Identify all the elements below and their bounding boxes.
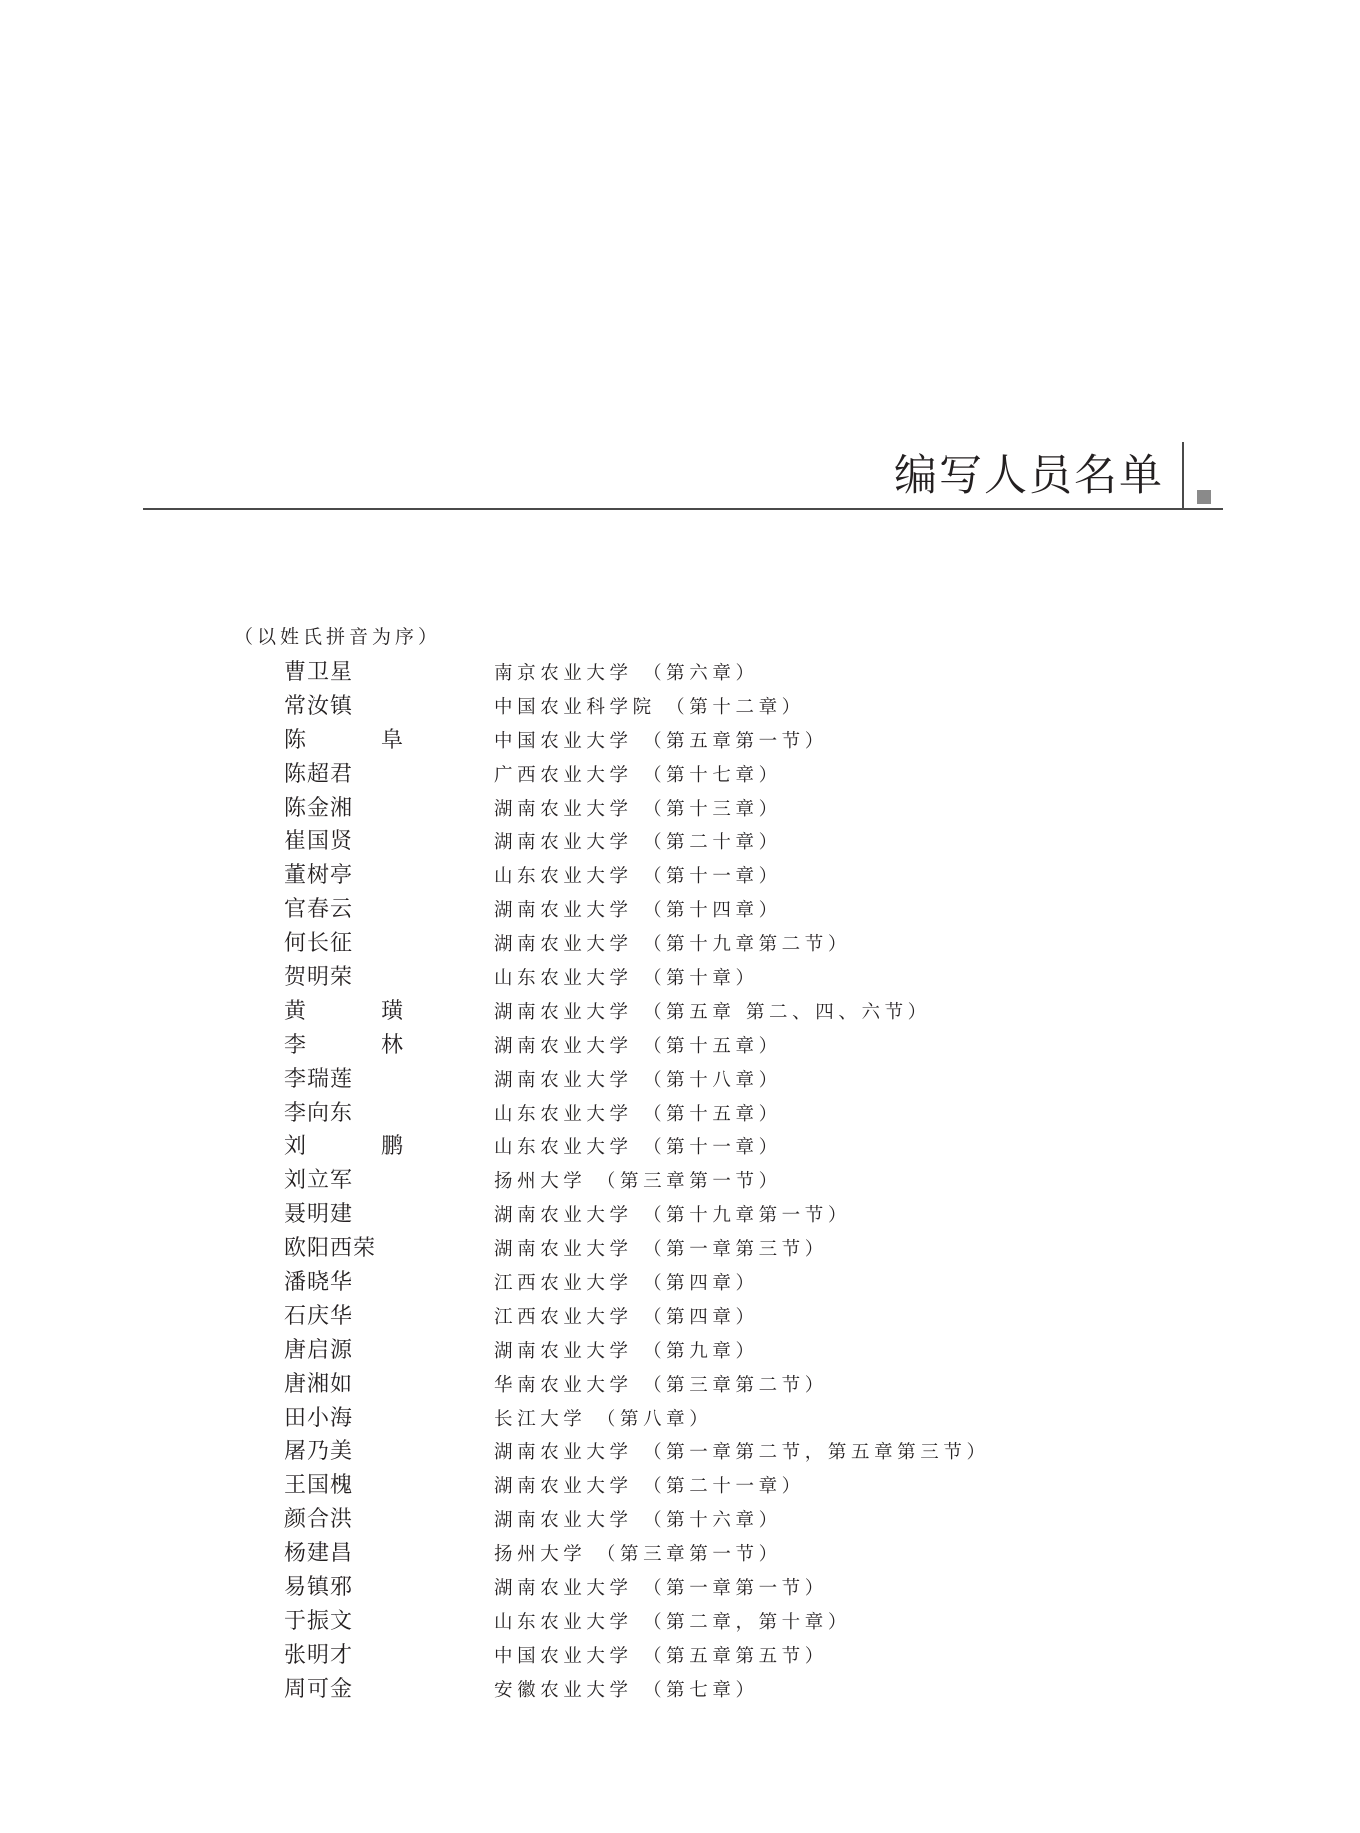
author-row bbox=[0, 1063, 1360, 1097]
author-row bbox=[0, 1503, 1360, 1537]
author-row bbox=[0, 758, 1360, 792]
author-name: 屠乃美 bbox=[284, 1439, 354, 1465]
author-name: 唐启源 bbox=[284, 1337, 354, 1363]
page-header bbox=[0, 0, 1360, 520]
author-row bbox=[0, 1097, 1360, 1131]
author-affiliation-chapters: 湖南农业大学 （第十五章） bbox=[494, 1035, 782, 1057]
author-name: 唐湘如 bbox=[284, 1371, 354, 1397]
author-row bbox=[0, 1435, 1360, 1469]
author-affiliation-chapters: 湖南农业大学 （第十九章第二节） bbox=[494, 934, 851, 956]
author-affiliation-chapters: 湖南农业大学 （第二十章） bbox=[494, 832, 782, 854]
author-name: 刘 鹏 bbox=[284, 1134, 437, 1160]
author-row bbox=[0, 690, 1360, 724]
author-name: 陈超君 bbox=[284, 761, 354, 787]
author-name: 董树亭 bbox=[284, 863, 354, 889]
author-name: 陈 阜 bbox=[284, 727, 437, 753]
author-row bbox=[0, 1639, 1360, 1673]
ordering-note: （以姓氏拼音为序） bbox=[234, 626, 442, 648]
author-name: 田小海 bbox=[284, 1405, 354, 1431]
title-square-marker bbox=[1197, 490, 1211, 504]
author-affiliation-chapters: 山东农业大学 （第十五章） bbox=[494, 1103, 782, 1125]
author-name: 欧阳西荣 bbox=[284, 1236, 377, 1262]
author-affiliation-chapters: 山东农业大学 （第十一章） bbox=[494, 1137, 782, 1159]
author-name: 何长征 bbox=[284, 931, 354, 957]
author-row bbox=[0, 1334, 1360, 1368]
author-affiliation-chapters: 山东农业大学 （第二章，第十章） bbox=[494, 1611, 851, 1633]
author-affiliation-chapters: 山东农业大学 （第十章） bbox=[494, 968, 759, 990]
author-name: 石庆华 bbox=[284, 1303, 354, 1329]
author-name: 王国槐 bbox=[284, 1473, 354, 1499]
author-name: 易镇邪 bbox=[284, 1575, 354, 1601]
author-name: 李向东 bbox=[284, 1100, 354, 1126]
author-affiliation-chapters: 长江大学 （第八章） bbox=[494, 1408, 713, 1430]
author-row bbox=[0, 1232, 1360, 1266]
author-row bbox=[0, 656, 1360, 690]
author-row bbox=[0, 1469, 1360, 1503]
author-row bbox=[0, 893, 1360, 927]
author-row bbox=[0, 1402, 1360, 1436]
author-affiliation-chapters: 中国农业大学 （第五章第五节） bbox=[494, 1645, 828, 1667]
author-name: 曹卫星 bbox=[284, 660, 354, 685]
author-affiliation-chapters: 湖南农业大学 （第一章第一节） bbox=[494, 1578, 828, 1600]
author-affiliation-chapters: 中国农业科学院 （第十二章） bbox=[494, 696, 805, 718]
author-name: 周可金 bbox=[284, 1676, 354, 1702]
author-affiliation-chapters: 湖南农业大学 （第十八章） bbox=[494, 1069, 782, 1091]
author-row bbox=[0, 1673, 1360, 1707]
author-affiliation-chapters: 江西农业大学 （第四章） bbox=[494, 1306, 759, 1328]
author-affiliation-chapters: 南京农业大学 （第六章） bbox=[494, 663, 759, 684]
author-name: 陈金湘 bbox=[284, 795, 354, 821]
author-name: 李瑞莲 bbox=[284, 1066, 354, 1092]
author-affiliation-chapters: 湖南农业大学 （第二十一章） bbox=[494, 1476, 805, 1498]
author-row bbox=[0, 825, 1360, 859]
author-name: 常汝镇 bbox=[284, 693, 354, 719]
author-row bbox=[0, 1266, 1360, 1300]
author-affiliation-chapters: 湖南农业大学 （第五章 第二、四、六节） bbox=[494, 1001, 931, 1023]
author-row bbox=[0, 1368, 1360, 1402]
author-affiliation-chapters: 安徽农业大学 （第七章） bbox=[494, 1679, 759, 1701]
author-row bbox=[0, 1130, 1360, 1164]
author-name: 贺明荣 bbox=[284, 965, 354, 991]
author-name: 张明才 bbox=[284, 1642, 354, 1668]
author-name: 官春云 bbox=[284, 897, 354, 923]
author-affiliation-chapters: 湖南农业大学 （第九章） bbox=[494, 1340, 759, 1362]
author-row bbox=[0, 724, 1360, 758]
author-row bbox=[0, 1300, 1360, 1334]
author-row bbox=[0, 859, 1360, 893]
author-name: 刘立军 bbox=[284, 1168, 354, 1194]
author-row bbox=[0, 927, 1360, 961]
author-row bbox=[0, 1571, 1360, 1605]
author-affiliation-chapters: 广西农业大学 （第十七章） bbox=[494, 764, 782, 786]
author-name: 潘晓华 bbox=[284, 1270, 354, 1296]
author-affiliation-chapters: 华南农业大学 （第三章第二节） bbox=[494, 1374, 828, 1396]
author-row bbox=[0, 792, 1360, 826]
author-affiliation-chapters: 湖南农业大学 （第十九章第一节） bbox=[494, 1205, 851, 1227]
author-name: 李 林 bbox=[284, 1032, 437, 1058]
author-row bbox=[0, 1029, 1360, 1063]
author-row bbox=[0, 961, 1360, 995]
author-affiliation-chapters: 湖南农业大学 （第十三章） bbox=[494, 798, 782, 820]
author-name: 黄 璜 bbox=[284, 998, 437, 1024]
author-name: 颜合洪 bbox=[284, 1507, 354, 1533]
author-row bbox=[0, 1537, 1360, 1571]
page-title: 编写人员名单 bbox=[894, 451, 1164, 501]
author-affiliation-chapters: 湖南农业大学 （第十六章） bbox=[494, 1510, 782, 1532]
author-affiliation-chapters: 江西农业大学 （第四章） bbox=[494, 1273, 759, 1295]
author-affiliation-chapters: 湖南农业大学 （第一章第二节，第五章第三节） bbox=[494, 1442, 990, 1464]
author-affiliation-chapters: 湖南农业大学 （第一章第三节） bbox=[494, 1239, 828, 1261]
title-underline-rule bbox=[143, 508, 1223, 510]
author-affiliation-chapters: 中国农业大学 （第五章第一节） bbox=[494, 730, 828, 752]
author-row bbox=[0, 1198, 1360, 1232]
author-affiliation-chapters: 扬州大学 （第三章第一节） bbox=[494, 1544, 782, 1566]
author-name: 崔国贤 bbox=[284, 829, 354, 855]
author-affiliation-chapters: 湖南农业大学 （第十四章） bbox=[494, 900, 782, 922]
author-affiliation-chapters: 扬州大学 （第三章第一节） bbox=[494, 1171, 782, 1193]
author-row bbox=[0, 1605, 1360, 1639]
author-row bbox=[0, 995, 1360, 1029]
author-row bbox=[0, 1164, 1360, 1198]
author-name: 于振文 bbox=[284, 1608, 354, 1634]
title-vertical-bar bbox=[1182, 442, 1184, 508]
author-list bbox=[0, 656, 1360, 1707]
author-name: 聂明建 bbox=[284, 1202, 354, 1228]
author-affiliation-chapters: 山东农业大学 （第十一章） bbox=[494, 866, 782, 888]
author-name: 杨建昌 bbox=[284, 1541, 354, 1567]
